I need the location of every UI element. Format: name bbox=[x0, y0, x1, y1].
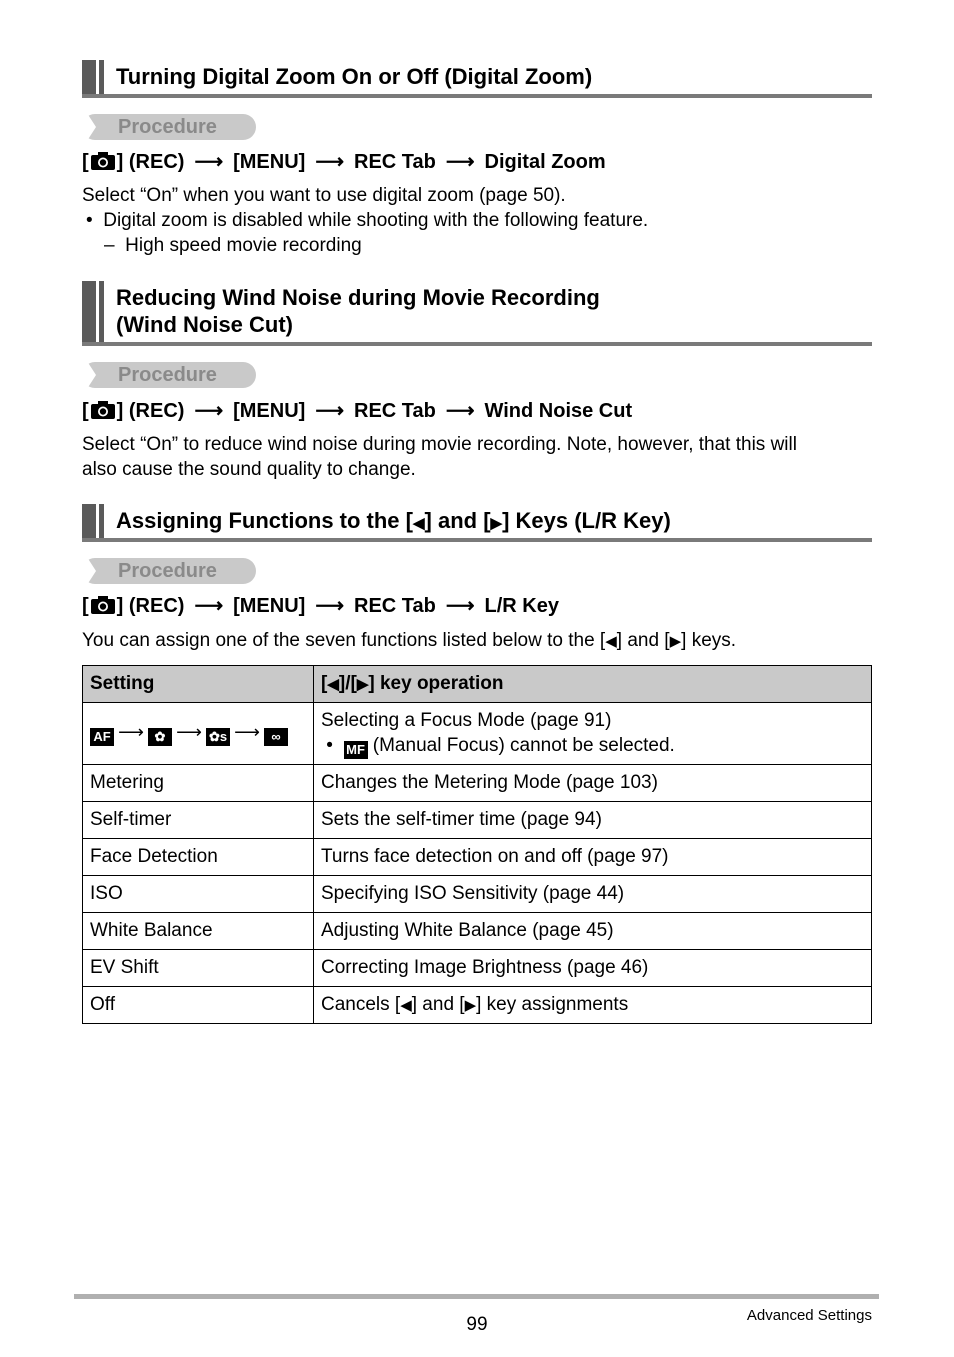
body-part: You can assign one of the seven functions listed below to the [ bbox=[82, 630, 606, 651]
operation-cell: Specifying ISO Sensitivity (page 44) bbox=[314, 876, 872, 913]
left-triangle-icon: ◀ bbox=[400, 997, 412, 1014]
tab-label: REC Tab bbox=[354, 151, 436, 173]
title-part: ] and [ bbox=[424, 508, 491, 533]
body-text-line1: Select “On” to reduce wind noise during movie recording. Note, however, that this will bbox=[82, 434, 797, 455]
af-icon: AF bbox=[90, 728, 114, 746]
setting-cell: EV Shift bbox=[83, 950, 314, 987]
dash-item: – High speed movie recording bbox=[104, 235, 362, 256]
tab-label: REC Tab bbox=[354, 400, 436, 422]
camera-icon bbox=[90, 400, 116, 427]
body-text-line2: also cause the sound quality to change. bbox=[82, 459, 416, 480]
section-title-line1: Reducing Wind Noise during Movie Recording bbox=[116, 285, 600, 310]
header-key-operation bbox=[314, 666, 872, 703]
super-macro-icon: ✿s bbox=[206, 728, 230, 746]
operation-cell: Sets the self-timer time (page 94) bbox=[314, 802, 872, 839]
footer-divider bbox=[74, 1294, 879, 1299]
procedure-badge bbox=[82, 362, 256, 388]
section-title-line2: (Wind Noise Cut) bbox=[116, 312, 293, 337]
macro-icon: ✿ bbox=[148, 728, 172, 746]
op-part: Cancels [ bbox=[321, 994, 401, 1015]
key-function-table bbox=[82, 665, 872, 1024]
menu-path: [ ] (REC) ⟶ [MENU] ⟶ REC Tab ⟶ Wind Noise Cut bbox=[82, 398, 632, 427]
body-part: ] and [ bbox=[616, 630, 670, 651]
right-triangle-icon: ▶ bbox=[669, 633, 682, 650]
menu-label: [MENU] bbox=[233, 151, 306, 173]
arrow-right-icon: ⟶ bbox=[194, 151, 224, 173]
rec-label: ] (REC) bbox=[116, 595, 185, 617]
arrow-right-icon: ⟶ bbox=[234, 721, 260, 742]
left-triangle-icon: ◀ bbox=[412, 515, 425, 532]
left-triangle-icon: ◀ bbox=[327, 676, 339, 693]
arrow-right-icon: ⟶ bbox=[194, 400, 224, 422]
bullet-item: • Digital zoom is disabled while shooting with the following feature. bbox=[86, 210, 649, 231]
arrow-right-icon: ⟶ bbox=[445, 595, 475, 617]
op-part: ] key assignments bbox=[476, 994, 629, 1015]
item-label: Digital Zoom bbox=[484, 151, 606, 173]
operation-cell: Correcting Image Brightness (page 46) bbox=[314, 950, 872, 987]
focus-note-text: (Manual Focus) cannot be selected. bbox=[372, 735, 675, 756]
operation-cell bbox=[314, 987, 872, 1024]
procedure-label: Procedure bbox=[118, 116, 217, 138]
page-number: 99 bbox=[466, 1314, 488, 1335]
item-label: Wind Noise Cut bbox=[484, 400, 633, 422]
arrow-right-icon: ⟶ bbox=[118, 721, 144, 742]
arrow-right-icon: ⟶ bbox=[194, 595, 224, 617]
right-triangle-icon: ▶ bbox=[356, 676, 369, 693]
rec-label: ] (REC) bbox=[116, 151, 185, 173]
arrow-right-icon: ⟶ bbox=[445, 151, 475, 173]
table-row bbox=[83, 703, 872, 765]
title-part: Assigning Functions to the [ bbox=[116, 508, 413, 533]
camera-icon bbox=[90, 151, 116, 178]
right-triangle-icon: ▶ bbox=[490, 515, 503, 532]
header-part: ] key operation bbox=[368, 673, 504, 694]
procedure-badge bbox=[82, 558, 256, 584]
setting-cell: Metering bbox=[83, 765, 314, 802]
focus-mode-description bbox=[314, 703, 872, 765]
menu-path: [ ] (REC) ⟶ [MENU] ⟶ REC Tab ⟶ L/R Key bbox=[82, 593, 559, 622]
setting-cell: White Balance bbox=[83, 913, 314, 950]
operation-cell: Changes the Metering Mode (page 103) bbox=[314, 765, 872, 802]
rec-label: ] (REC) bbox=[116, 400, 185, 422]
table-row bbox=[83, 839, 872, 876]
op-part: ] and [ bbox=[411, 994, 465, 1015]
header-part: ]/[ bbox=[338, 673, 357, 694]
arrow-right-icon: ⟶ bbox=[176, 721, 202, 742]
arrow-right-icon: ⟶ bbox=[315, 595, 344, 617]
section-heading-digital-zoom bbox=[82, 60, 872, 98]
focus-mode-icons bbox=[83, 703, 314, 765]
body-text: Select “On” when you want to use digital zoom (page 50). bbox=[82, 185, 566, 206]
setting-cell: ISO bbox=[83, 876, 314, 913]
section-title: Turning Digital Zoom On or Off (Digital Zoom) bbox=[116, 64, 593, 89]
dash-text: High speed movie recording bbox=[125, 235, 362, 256]
section-heading-lr-key bbox=[82, 504, 872, 542]
operation-cell: Adjusting White Balance (page 45) bbox=[314, 913, 872, 950]
setting-cell: Face Detection bbox=[83, 839, 314, 876]
bullet-text: Digital zoom is disabled while shooting with the following feature. bbox=[103, 210, 649, 231]
table-row bbox=[83, 987, 872, 1024]
section-title bbox=[116, 507, 671, 537]
tab-label: REC Tab bbox=[354, 595, 436, 617]
body-text bbox=[82, 628, 736, 654]
table-row bbox=[83, 876, 872, 913]
infinity-icon: ∞ bbox=[264, 728, 288, 746]
menu-label: [MENU] bbox=[233, 595, 306, 617]
title-part: ] Keys (L/R Key) bbox=[502, 508, 671, 533]
section-heading-wind-noise bbox=[82, 281, 872, 346]
body-part: ] keys. bbox=[681, 630, 737, 651]
setting-cell: Self-timer bbox=[83, 802, 314, 839]
setting-cell: Off bbox=[83, 987, 314, 1024]
table-header-row bbox=[83, 666, 872, 703]
menu-path: [ ] (REC) ⟶ [MENU] ⟶ REC Tab ⟶ Digital Zoom bbox=[82, 149, 606, 178]
camera-icon bbox=[90, 595, 116, 622]
procedure-label: Procedure bbox=[118, 364, 217, 386]
table-row bbox=[83, 950, 872, 987]
table-row bbox=[83, 802, 872, 839]
header-setting: Setting bbox=[83, 666, 314, 703]
arrow-right-icon: ⟶ bbox=[315, 151, 344, 173]
table-row bbox=[83, 913, 872, 950]
header-part: [ bbox=[321, 673, 328, 694]
item-label: L/R Key bbox=[484, 595, 559, 617]
menu-label: [MENU] bbox=[233, 400, 306, 422]
right-triangle-icon: ▶ bbox=[464, 997, 477, 1014]
arrow-right-icon: ⟶ bbox=[445, 400, 475, 422]
operation-cell: Turns face detection on and off (page 97) bbox=[314, 839, 872, 876]
mf-icon: MF bbox=[344, 741, 368, 759]
focus-desc: Selecting a Focus Mode (page 91) bbox=[321, 710, 612, 731]
footer-section-name: Advanced Settings bbox=[746, 1307, 872, 1324]
procedure-badge bbox=[82, 114, 256, 140]
arrow-right-icon: ⟶ bbox=[315, 400, 344, 422]
left-triangle-icon: ◀ bbox=[605, 633, 617, 650]
focus-note: • MF (Manual Focus) cannot be selected. bbox=[321, 735, 675, 757]
table-row bbox=[83, 765, 872, 802]
procedure-label: Procedure bbox=[118, 560, 217, 582]
